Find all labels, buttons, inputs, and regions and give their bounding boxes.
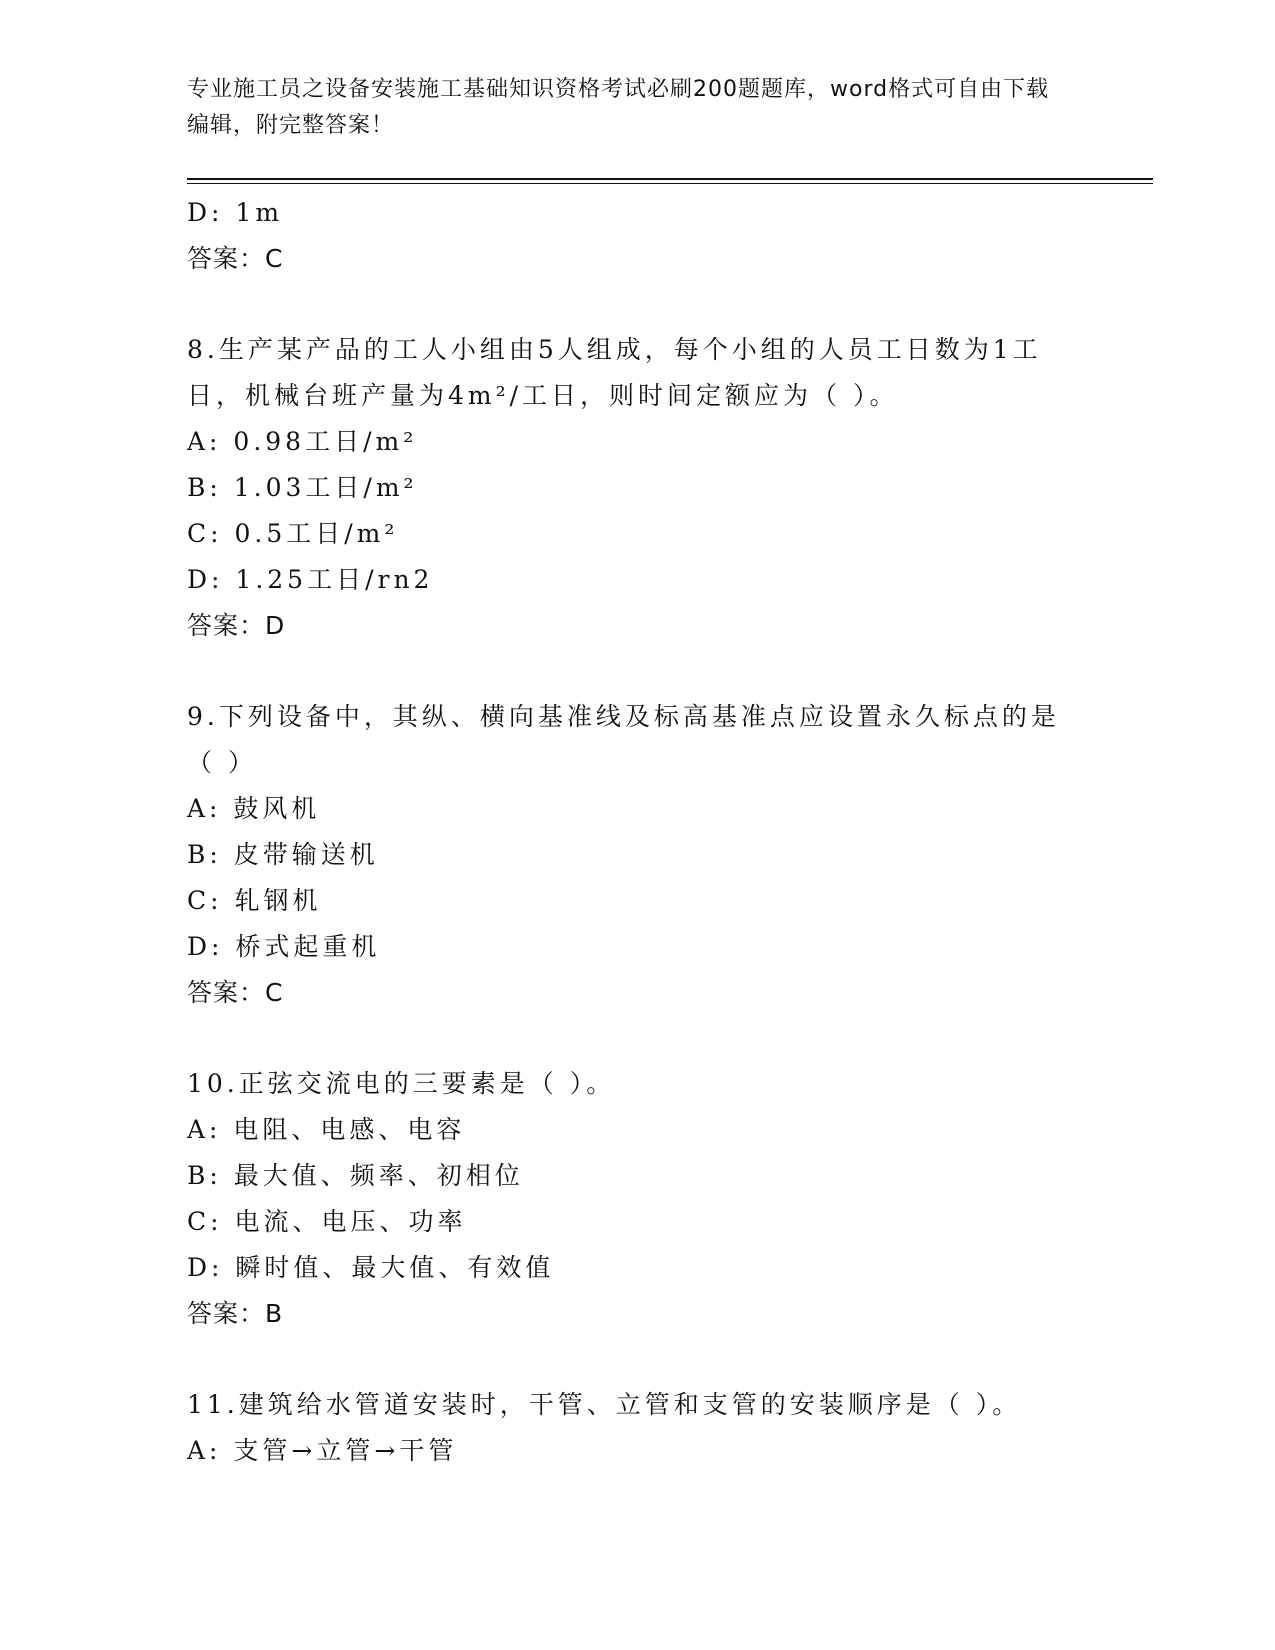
question-text: 10.正弦交流电的三要素是（ ）。	[187, 1069, 616, 1098]
option-b: B: 最大值、频率、初相位	[187, 1161, 524, 1190]
option-a: A: 0.98工日/m²	[187, 427, 418, 456]
answer-line: 答案：B	[187, 1299, 284, 1328]
header-divider-thin	[187, 183, 1153, 184]
carryover-option-d: D: 1m	[187, 198, 284, 227]
answer-line: 答案：C	[187, 978, 284, 1007]
option-c: C: 电流、电压、功率	[187, 1207, 467, 1236]
page-header: 专业施工员之设备安装施工基础知识资格考试必刷200题题库，word格式可自由下载编辑，附完整答案！	[187, 77, 1050, 138]
question-text: 11.建筑给水管道安装时，干管、立管和支管的安装顺序是（ ）。	[187, 1390, 1022, 1419]
question-text: 8.生产某产品的工人小组由5人组成，每个小组的人员工日数为1工日，机械台班产量为4m²/工日，则时间定额应为（ ）。	[187, 335, 1042, 410]
option-a: A: 鼓风机	[187, 794, 321, 823]
option-b: B: 皮带输送机	[187, 840, 379, 869]
option-a: A: 支管→立管→干管	[187, 1436, 458, 1465]
option-d: D: 瞬时值、最大值、有效值	[187, 1253, 555, 1282]
option-a: A: 电阻、电感、电容	[187, 1115, 466, 1144]
option-b: B: 1.03工日/m²	[187, 473, 418, 502]
header-divider	[187, 178, 1153, 180]
document-body	[187, 190, 1067, 1474]
answer-line: 答案：D	[187, 611, 286, 640]
option-c: C: 轧钢机	[187, 886, 322, 915]
answer-line: 答案：C	[187, 244, 284, 273]
option-d: D: 桥式起重机	[187, 932, 381, 961]
option-c: C: 0.5工日/m²	[187, 519, 399, 548]
option-d: D: 1.25工日/rn2	[187, 565, 434, 594]
question-text: 9.下列设备中，其纵、横向基准线及标高基准点应设置永久标点的是（ ）	[187, 702, 1060, 777]
